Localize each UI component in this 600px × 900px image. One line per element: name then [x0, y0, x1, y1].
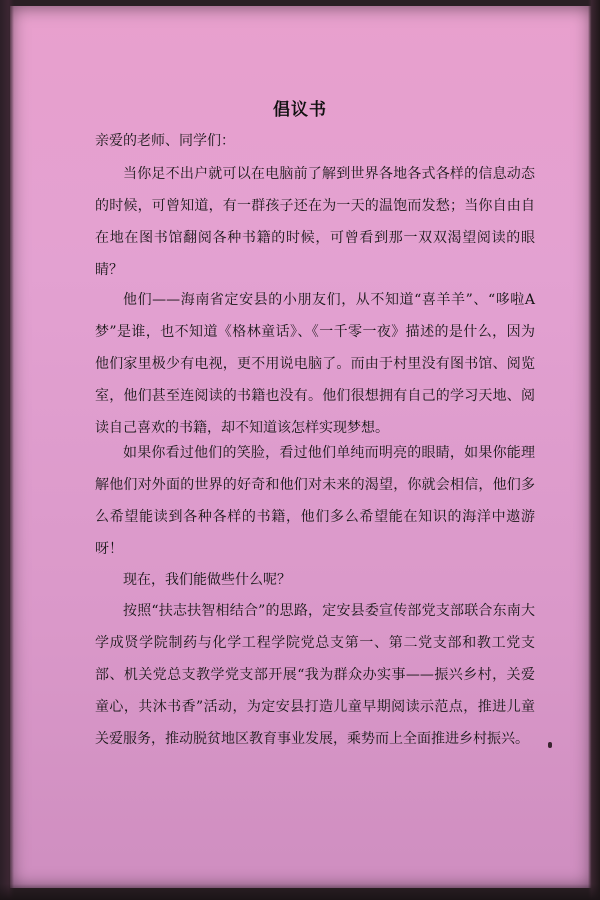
right-shadow: [588, 0, 600, 900]
paragraph-2: 他们——海南省定安县的小朋友们，从不知道“喜羊羊”、“哆啦A梦”是谁，也不知道《格林童话》、《一千零一夜》描述的是什么，因为他们家里极少有电视，更不用说电脑了。而由于村里没有图书馆、阅览室，他们甚至连阅读的书籍也没有。他们很想拥有自己的学习天地、阅读自己喜欢的书籍，却不知道该怎样实现梦想。: [95, 292, 535, 436]
paragraph-1: 当你足不出户就可以在电脑前了解到世界各地各式各样的信息动态的时候，可曾知道，有一群孩子还在为一天的温饱而发愁；当你自由自在地在图书馆翻阅各种书籍的时候，可曾看到那一双双渴望阅读的眼睛？: [95, 166, 535, 278]
paragraph-4: 现在，我们能做些什么呢？: [123, 572, 291, 588]
paragraph-3: 如果你看过他们的笑脸，看过他们单纯而明亮的眼睛，如果你能理解他们对外面的世界的好奇和他们对未来的渴望，你就会相信，他们多么希望能读到各种各样的书籍，他们多么希望能在知识的海洋中遨游呀！: [95, 445, 535, 557]
paragraph-5: 按照“扶志扶智相结合”的思路，定安县委宣传部党支部联合东南大学成贤学院制药与化学工程学院党总支第一、第二党支部和教工党支部、机关党总支教学党支部开展“我为群众办实事——振兴乡村，关爱童心，共沐书香”活动，为定安县打造儿童早期阅读示范点，推进儿童关爱服务，推动脱贫地区教育事业发展，乘势而上全面推进乡村振兴。: [95, 603, 535, 747]
left-shadow: [0, 0, 14, 900]
ink-mark: [548, 742, 552, 748]
bottom-shadow: [0, 884, 600, 900]
greeting-line: 亲爱的老师、同学们：: [95, 133, 235, 149]
document-title: 倡议书: [273, 100, 327, 120]
